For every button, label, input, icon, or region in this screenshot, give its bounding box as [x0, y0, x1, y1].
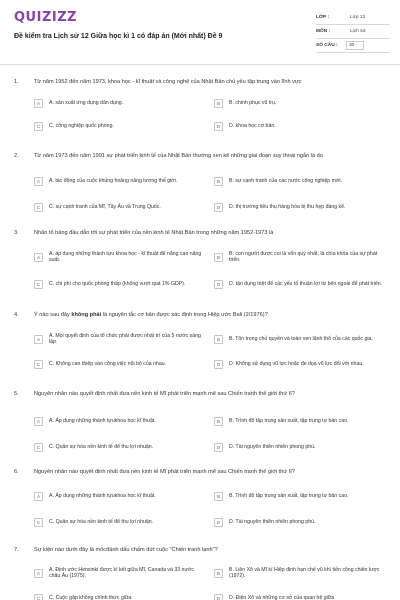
- option-a[interactable]: [34, 488, 206, 504]
- option-c[interactable]: [34, 590, 206, 600]
- option-text: A. Định ước Henxinki được kí kết giữa Mĩ, Canada và 33 nước châu Âu (1975).: [49, 566, 194, 579]
- option-text: D. Không sử dụng vũ lực hoặc đe dọa vũ lực đối với nhau.: [229, 360, 364, 367]
- option-text: D. thị trường tiêu thụ hàng hóa bị thu hẹp đáng kể.: [229, 203, 346, 210]
- page-title: Đề kiểm tra Lịch sử 12 Giữa học kì 1 có đáp án (Mới nhất) Đề 9: [14, 33, 223, 40]
- option-text: B. chinh phục vũ trụ.: [229, 99, 277, 106]
- option-letter: A: [34, 335, 43, 344]
- option-letter: C: [34, 360, 43, 369]
- subject-label: MÔN :: [316, 29, 331, 34]
- option-text: C. Không can thiệp vào công việc nội bộ của nhau.: [49, 360, 167, 367]
- option-d[interactable]: [214, 514, 390, 530]
- meta-subject-row: [316, 25, 390, 39]
- option-d[interactable]: [214, 590, 390, 600]
- meta-info: [316, 11, 390, 53]
- question-number: 6.: [14, 469, 19, 475]
- meta-count-row: [316, 39, 390, 53]
- option-text: D. tận dụng triệt để các yếu tố thuận lợi từ bên ngoài để phát triển.: [229, 280, 383, 287]
- question-number: 3.: [14, 230, 19, 236]
- option-letter: B: [214, 492, 223, 501]
- question-text: Sự kiện nào dưới đây là mốcđánh dấu chấm dứt cuộc "Chiến tranh lạnh"?: [34, 547, 218, 553]
- option-text: A. tác động của cuộc khủng hoảng năng lượng thế giới.: [49, 177, 178, 184]
- option-a[interactable]: [34, 565, 206, 581]
- option-b[interactable]: [214, 413, 390, 429]
- option-text: A. sản xuất ứng dụng dân dụng.: [49, 99, 124, 106]
- option-text: C. chi phí cho quốc phòng thấp (không vượt quá 1% GDP).: [49, 280, 186, 287]
- quizizz-logo[interactable]: QUIZIZZ: [14, 10, 78, 25]
- option-letter: C: [34, 518, 43, 527]
- question-text: Nhân tố hàng đầu dẫn tới sự phát triển của nền kinh tế Nhật Bản trong những năm 1952-1973 là: [34, 230, 274, 236]
- option-letter: B: [214, 417, 223, 426]
- option-text: B. Liên Xô và Mĩ kí Hiệp định hạn chế vũ khí tiến công chiến lược (1972).: [229, 566, 380, 579]
- option-text: A. Mọi quyết định của tổ chức phải được nhất trí của 5 nước sáng lập.: [49, 332, 201, 345]
- question-text-end: là nguyên tắc cơ bản được xác định trong Hiệp ước Bali (2/1976)?: [101, 312, 268, 318]
- question-text: Từ năm 1973 đến năm 1991 sự phát triển kinh tế của Nhật Bản thường xen kẽ những giai đoạn suy thoái ngắn là do: [34, 153, 323, 159]
- subject-value: Lịch sử: [350, 29, 366, 34]
- option-letter: D: [214, 203, 223, 212]
- option-d[interactable]: [214, 199, 390, 215]
- meta-class-row: [316, 11, 390, 25]
- option-text: C. Cuộc gặp không chính thức giữa: [49, 594, 132, 600]
- option-letter: D: [214, 360, 223, 369]
- option-b[interactable]: [214, 488, 390, 504]
- option-a[interactable]: [34, 413, 206, 429]
- option-d[interactable]: [214, 118, 390, 134]
- question-number: 5.: [14, 391, 19, 397]
- option-c[interactable]: [34, 199, 206, 215]
- question-text-start: Ý nào sau đây: [34, 312, 72, 318]
- option-letter: A: [34, 177, 43, 186]
- class-label: LỚP :: [316, 15, 330, 20]
- option-text: C. sự cạnh tranh của Mĩ, Tây Âu và Trung Quốc.: [49, 203, 161, 210]
- question-number: 4.: [14, 312, 19, 318]
- option-text: C. Quân sự hóa nền kinh tế để thu lợi nhuận.: [49, 518, 154, 525]
- option-d[interactable]: [214, 356, 390, 372]
- option-a[interactable]: [34, 95, 206, 111]
- option-text: B. con người được coi là vốn quý nhất, là chìa khóa của sự phát triển.: [229, 250, 378, 263]
- option-letter: A: [34, 492, 43, 501]
- option-letter: B: [214, 99, 223, 108]
- option-letter: A: [34, 569, 43, 578]
- option-b[interactable]: [214, 173, 390, 189]
- option-text: A. Áp dụng những thành tựukhoa học kĩ thuật.: [49, 417, 156, 424]
- question-text: [34, 312, 390, 319]
- option-letter: A: [34, 253, 43, 262]
- option-text: B. Trình độ tập trung sản xuất, tập trung tư bản cao.: [229, 417, 349, 424]
- option-d[interactable]: [214, 276, 390, 292]
- question-number: 1.: [14, 79, 19, 85]
- option-text: B. sự cạnh tranh của các nước công nghiệp mới.: [229, 177, 342, 184]
- option-text: D. Tài nguyên thiên nhiên phong phú.: [229, 443, 316, 450]
- option-text: C. công nghiệp quốc phòng.: [49, 122, 114, 129]
- worksheet-header: [0, 0, 400, 64]
- option-a[interactable]: [34, 331, 206, 347]
- option-letter: C: [34, 443, 43, 452]
- option-c[interactable]: [34, 514, 206, 530]
- question-text-emphasis: không phải: [71, 312, 102, 318]
- option-c[interactable]: [34, 276, 206, 292]
- option-letter: B: [214, 569, 223, 578]
- option-b[interactable]: [214, 95, 390, 111]
- option-text: D. Tài nguyên thiên nhiên phong phú.: [229, 518, 316, 525]
- option-c[interactable]: [34, 356, 206, 372]
- question-text: Từ năm 1952 đến năm 1973, khoa học - kĩ thuật và công nghệ của Nhật Bản chủ yếu tập trung vào lĩnh vực: [34, 79, 302, 85]
- option-letter: D: [214, 443, 223, 452]
- option-letter: D: [214, 594, 223, 600]
- class-value: Lớp 12: [350, 15, 366, 20]
- option-letter: C: [34, 203, 43, 212]
- question-number: 2.: [14, 153, 19, 159]
- option-letter: B: [214, 177, 223, 186]
- option-a[interactable]: [34, 173, 206, 189]
- option-letter: C: [34, 122, 43, 131]
- option-d[interactable]: [214, 439, 390, 455]
- question-number: 7.: [14, 547, 19, 553]
- question-text: Nguyên nhân nào quyết định nhất đưa nền kinh tế Mĩ phát triển mạnh mẽ sau Chiến tranh thế giới thứ II?: [34, 469, 295, 475]
- option-text: D. Điện Xô và những cơ sở của quan hệ giữa: [229, 594, 335, 600]
- question-text: Nguyên nhân nào quyết định nhất đưa nền kinh tế Mĩ phát triển mạnh mẽ sau Chiến tranh thế giới thứ II?: [34, 391, 295, 397]
- option-letter: A: [34, 99, 43, 108]
- option-text: B. Tôn trọng chủ quyền và toàn vẹn lãnh thổ của các quốc gia.: [229, 335, 373, 342]
- option-b[interactable]: [214, 565, 390, 581]
- count-label: SỐ CÂU :: [316, 43, 338, 48]
- option-text: A. Áp dụng những thành tựukhoa học kĩ thuật.: [49, 492, 156, 499]
- option-text: A. áp dụng những thành tựu khoa học - kĩ thuật để nâng cao năng suất.: [49, 250, 202, 263]
- option-b[interactable]: [214, 331, 390, 347]
- count-value: 30: [346, 41, 364, 50]
- option-text: C. Quân sự hóa nền kinh tế để thu lợi nhuận.: [49, 443, 154, 450]
- option-letter: B: [214, 253, 223, 262]
- option-letter: A: [34, 417, 43, 426]
- option-letter: C: [34, 594, 43, 600]
- option-b[interactable]: [214, 249, 390, 265]
- option-text: B. Trình độ tập trung sản xuất, tập trung tư bản cao.: [229, 492, 349, 499]
- option-c[interactable]: [34, 118, 206, 134]
- option-letter: D: [214, 122, 223, 131]
- option-text: D. khoa học cơ bản.: [229, 122, 276, 129]
- option-letter: B: [214, 335, 223, 344]
- option-c[interactable]: [34, 439, 206, 455]
- option-letter: C: [34, 280, 43, 289]
- option-letter: D: [214, 518, 223, 527]
- option-letter: D: [214, 280, 223, 289]
- header-divider: [0, 64, 400, 65]
- option-a[interactable]: [34, 249, 206, 265]
